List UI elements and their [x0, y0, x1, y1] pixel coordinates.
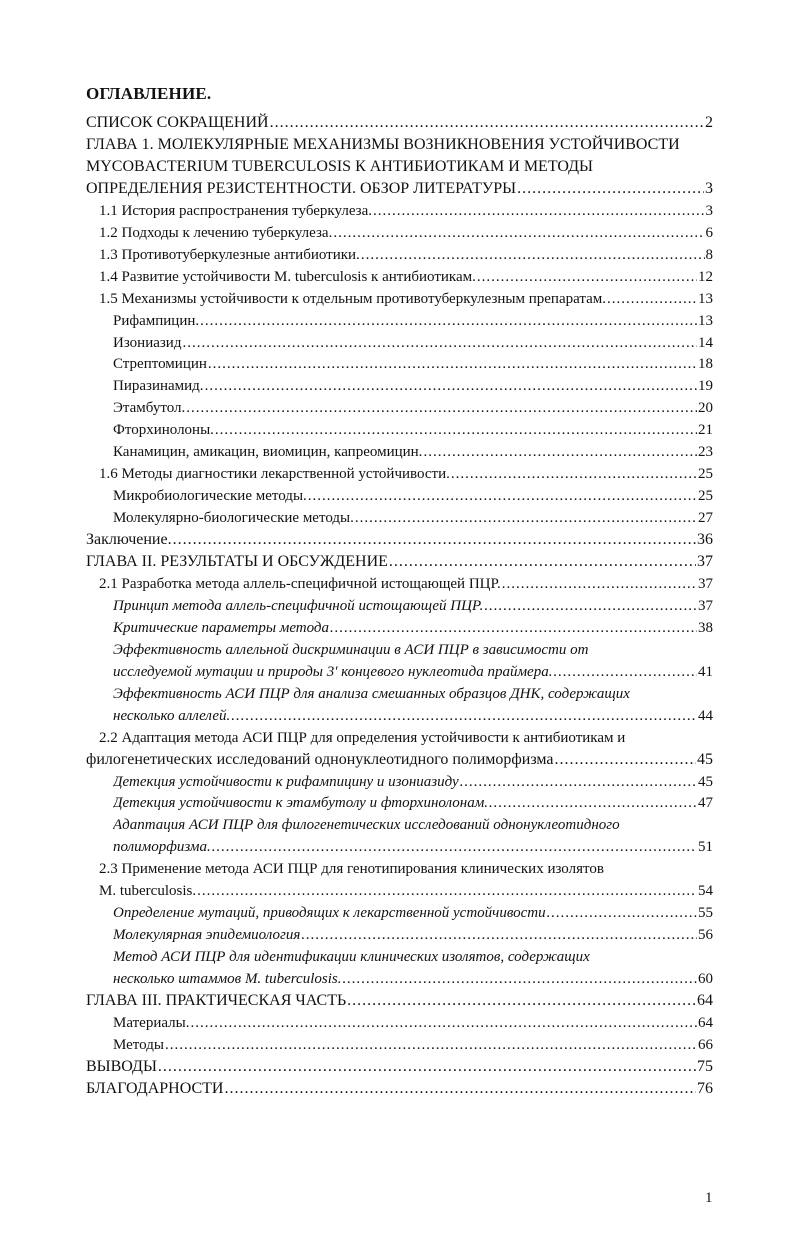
toc-entry-page: 37	[697, 553, 713, 570]
toc-entry[interactable]	[0, 222, 795, 244]
toc-entry[interactable]	[0, 332, 795, 354]
toc-entry-title: 1.5 Механизмы устойчивости к отдельным противотуберкулезным препаратам.	[99, 290, 607, 307]
toc-entry[interactable]	[0, 705, 795, 727]
toc-entry-title: Детекция устойчивости к рифампицину и изониазиду	[113, 773, 459, 790]
toc-entry-title: исследуемой мутации и природы 3' концевого нуклеотида праймера.	[113, 663, 553, 680]
toc-entry[interactable]	[0, 683, 795, 705]
toc-leader-dots	[190, 1012, 697, 1034]
toc-leader-dots	[607, 288, 697, 310]
toc-leader-dots	[333, 222, 704, 244]
toc-entry-page: 64	[697, 992, 713, 1009]
toc-entry-page: 55	[698, 905, 713, 922]
toc-leader-dots	[477, 266, 697, 288]
toc-leader-dots	[484, 595, 697, 617]
toc-entry[interactable]	[0, 727, 795, 749]
toc-entry-page: 25	[698, 466, 713, 483]
toc-entry[interactable]	[0, 112, 795, 134]
toc-entry-page: 37	[698, 575, 713, 592]
toc-entry[interactable]	[0, 617, 795, 639]
toc-entry[interactable]	[0, 397, 795, 419]
toc-entry[interactable]	[0, 419, 795, 441]
toc-leader-dots	[347, 990, 696, 1012]
toc-leader-dots	[373, 200, 704, 222]
toc-entry[interactable]	[0, 836, 795, 858]
toc-leader-dots	[451, 463, 697, 485]
toc-entry[interactable]	[0, 573, 795, 595]
toc-entry-title: Детекция устойчивости к этамбутолу и фторхинолонам.	[113, 795, 489, 812]
toc-entry-page: 36	[697, 531, 713, 549]
toc-leader-dots	[423, 441, 697, 463]
toc-leader-dots	[301, 924, 697, 946]
toc-entry[interactable]	[0, 858, 795, 880]
toc-leader-dots	[517, 178, 704, 200]
toc-entry-page: 54	[698, 883, 713, 900]
toc-entry-page: 44	[698, 707, 713, 724]
toc-entry-title: Фторхинолоны.	[113, 422, 214, 439]
toc-entry[interactable]	[0, 485, 795, 507]
toc-leader-dots	[215, 419, 697, 441]
toc-entry[interactable]	[0, 288, 795, 310]
page-number: 1	[705, 1190, 713, 1206]
toc-entry-page: 41	[698, 663, 713, 680]
toc-leader-dots	[330, 617, 697, 639]
toc-entry[interactable]	[0, 968, 795, 990]
toc-entry-title: Методы	[113, 1036, 164, 1053]
toc-entry-page: 37	[698, 597, 713, 614]
toc-entry-page: 6	[705, 224, 713, 241]
toc-leader-dots	[308, 485, 697, 507]
toc-leader-dots	[165, 1034, 697, 1056]
toc-entry-title: Молекулярная эпидемиология	[113, 927, 301, 944]
toc-leader-dots	[200, 310, 697, 332]
toc-entry-page: 13	[698, 312, 713, 329]
toc-leader-dots	[205, 375, 697, 397]
toc-entry[interactable]	[0, 375, 795, 397]
toc-leader-dots	[361, 244, 705, 266]
toc-entry-title: Материалы.	[113, 1014, 190, 1031]
toc-entry[interactable]	[0, 1034, 795, 1056]
toc-leader-dots	[208, 353, 697, 375]
toc-entry[interactable]	[0, 266, 795, 288]
toc-entry[interactable]	[0, 880, 795, 902]
toc-entry-page: 20	[698, 400, 713, 417]
toc-leader-dots	[173, 529, 696, 551]
toc-entry-title: Этамбутол.	[113, 400, 186, 417]
toc-leader-dots	[460, 771, 697, 793]
toc-entry-page: 14	[698, 334, 713, 351]
toc-entry-title: Пиразинамид.	[113, 378, 204, 395]
toc-entry-page: 45	[698, 773, 713, 790]
toc-entry-title: ГЛАВА III. ПРАКТИЧЕСКАЯ ЧАСТЬ	[86, 992, 347, 1009]
toc-entry-page: 21	[698, 422, 713, 439]
toc-entry[interactable]	[0, 310, 795, 332]
toc-entry-title: полиморфизма.	[113, 839, 211, 856]
toc-leader-dots	[342, 968, 697, 990]
toc-entry-title: ГЛАВА 1. МОЛЕКУЛЯРНЫЕ МЕХАНИЗМЫ ВОЗНИКНОВЕНИЯ УСТОЙЧИВОСТИ	[86, 135, 680, 153]
toc-leader-dots	[489, 792, 697, 814]
toc-entry[interactable]	[0, 353, 795, 375]
toc-entry-title: Метод АСИ ПЦР для идентификации клинических изолятов, содержащих	[113, 949, 590, 966]
toc-entry-page: 45	[697, 750, 713, 768]
toc-entry-title: Заключение.	[86, 531, 172, 549]
toc-entry[interactable]	[0, 946, 795, 968]
toc-leader-dots	[355, 507, 697, 529]
toc-entry-title: несколько аллелей.	[113, 707, 231, 724]
toc-entry-page: 64	[698, 1014, 713, 1031]
toc-entry-title: ГЛАВА II. РЕЗУЛЬТАТЫ И ОБСУЖДЕНИЕ	[86, 553, 388, 570]
toc-entry-title: 2.1 Разработка метода аллель-специфичной истощающей ПЦР.	[99, 575, 501, 592]
toc-entry[interactable]	[0, 463, 795, 485]
toc-entry-page: 3	[705, 202, 713, 219]
toc-leader-dots	[212, 836, 697, 858]
toc-entry-title: 2.3 Применение метода АСИ ПЦР для генотипирования клинических изолятов	[99, 861, 604, 878]
toc-leader-dots	[224, 1078, 696, 1100]
toc-entry-page: 19	[698, 378, 713, 395]
toc-entry-page: 66	[698, 1036, 713, 1053]
toc-entry-title: Микробиологические методы.	[113, 488, 307, 505]
toc-entry-page: 13	[698, 290, 713, 307]
toc-entry[interactable]	[0, 551, 795, 573]
toc-entry-page: 3	[705, 179, 713, 197]
toc-entry-title: БЛАГОДАРНОСТИ	[86, 1079, 224, 1097]
toc-leader-dots	[553, 661, 697, 683]
toc-leader-dots	[502, 573, 697, 595]
toc-entry[interactable]	[0, 178, 795, 200]
toc-entry-title: Критические параметры метода	[113, 619, 330, 636]
toc-entry[interactable]	[0, 792, 795, 814]
toc-entry-title: MYCOBACTERIUM TUBERCULOSIS К АНТИБИОТИКАМ И МЕТОДЫ	[86, 157, 593, 175]
toc-entry-title: ВЫВОДЫ	[86, 1057, 157, 1075]
toc-entry-title: Изониазид	[113, 334, 182, 351]
toc-entry-title: Принцип метода аллель-специфичной истощающей ПЦР.	[113, 597, 484, 614]
toc-entry[interactable]	[0, 771, 795, 793]
toc-entry[interactable]	[0, 902, 795, 924]
toc-entry[interactable]	[0, 1012, 795, 1034]
toc-entry-title: Молекулярно-биологические методы.	[113, 510, 354, 527]
toc-leader-dots	[547, 902, 697, 924]
toc-entry-title: M. tuberculosis.	[99, 883, 197, 900]
toc-entry-title: 1.2 Подходы к лечению туберкулеза.	[99, 224, 333, 241]
toc-entry-title: Определение мутаций, приводящих к лекарственной устойчивости	[113, 905, 546, 922]
toc-entry[interactable]	[0, 595, 795, 617]
toc-entry-page: 75	[697, 1057, 713, 1075]
toc-entry-title: СПИСОК СОКРАЩЕНИЙ	[86, 114, 269, 131]
toc-entry-page: 76	[697, 1079, 713, 1097]
toc-entry[interactable]	[0, 1056, 795, 1078]
toc-entry[interactable]	[0, 244, 795, 266]
toc-entry-title: филогенетических исследований однонуклеотидного полиморфизма	[86, 750, 554, 768]
toc-entry-title: Адаптация АСИ ПЦР для филогенетических исследований однонуклеотидного	[113, 817, 620, 834]
toc-entry[interactable]	[0, 200, 795, 222]
toc-entry-page: 23	[698, 444, 713, 461]
toc-entry-page: 56	[698, 927, 713, 944]
toc-entry[interactable]	[0, 507, 795, 529]
toc-entry-page: 51	[698, 839, 713, 856]
toc-entry-page: 38	[698, 619, 713, 636]
toc-entry-title: Канамицин, амикацин, виомицин, капреомицин.	[113, 444, 423, 461]
toc-entry-title: 1.4 Развитие устойчивости M. tuberculosis к антибиотикам.	[99, 268, 476, 285]
toc-leader-dots	[231, 705, 697, 727]
toc-entry-page: 27	[698, 510, 713, 527]
toc-leader-dots	[186, 397, 697, 419]
toc-entry[interactable]	[0, 749, 795, 771]
toc-entry[interactable]	[0, 814, 795, 836]
toc-entry-title: 2.2 Адаптация метода АСИ ПЦР для определения устойчивости к антибиотикам и	[99, 729, 626, 746]
toc-entry-page: 18	[698, 356, 713, 373]
toc-entry[interactable]	[0, 639, 795, 661]
toc-entry-title: Рифампицин.	[113, 312, 200, 329]
toc-entry-title: Стрептомицин	[113, 356, 207, 373]
toc-entry-title: ОПРЕДЕЛЕНИЯ РЕЗИСТЕНТНОСТИ. ОБЗОР ЛИТЕРАТУРЫ	[86, 179, 517, 197]
toc-leader-dots	[270, 112, 704, 134]
toc-entry-page: 2	[705, 114, 713, 131]
toc-leader-dots	[182, 332, 697, 354]
toc-entry[interactable]	[0, 134, 795, 156]
toc-entry-title: несколько штаммов M. tuberculosis.	[113, 971, 342, 988]
toc-entry[interactable]	[0, 156, 795, 178]
toc-entry[interactable]	[0, 990, 795, 1012]
toc-entry-page: 8	[705, 246, 713, 263]
toc-entry-title: 1.1 История распространения туберкулеза.	[99, 202, 373, 219]
toc-leader-dots	[389, 551, 696, 573]
toc-entry[interactable]	[0, 529, 795, 551]
toc-leader-dots	[158, 1056, 696, 1078]
toc-entry-page: 25	[698, 488, 713, 505]
toc-heading: ОГЛАВЛЕНИЕ.	[86, 84, 212, 103]
toc-entry[interactable]	[0, 1078, 795, 1100]
toc-leader-dots	[197, 880, 697, 902]
toc-entry-title: 1.6 Методы диагностики лекарственной устойчивости.	[99, 466, 450, 483]
toc-entry[interactable]	[0, 441, 795, 463]
toc-entry-page: 47	[698, 795, 713, 812]
toc-entry-page: 12	[698, 268, 713, 285]
toc-entry-title: Эффективность аллельной дискриминации в АСИ ПЦР в зависимости от	[113, 641, 589, 658]
toc-entry[interactable]	[0, 661, 795, 683]
toc-entry[interactable]	[0, 924, 795, 946]
toc-entry-page: 60	[698, 971, 713, 988]
toc-entry-title: 1.3 Противотуберкулезные антибиотики.	[99, 246, 360, 263]
toc-leader-dots	[555, 749, 696, 771]
toc-entry-title: Эффективность АСИ ПЦР для анализа смешанных образцов ДНК, содержащих	[113, 685, 630, 702]
